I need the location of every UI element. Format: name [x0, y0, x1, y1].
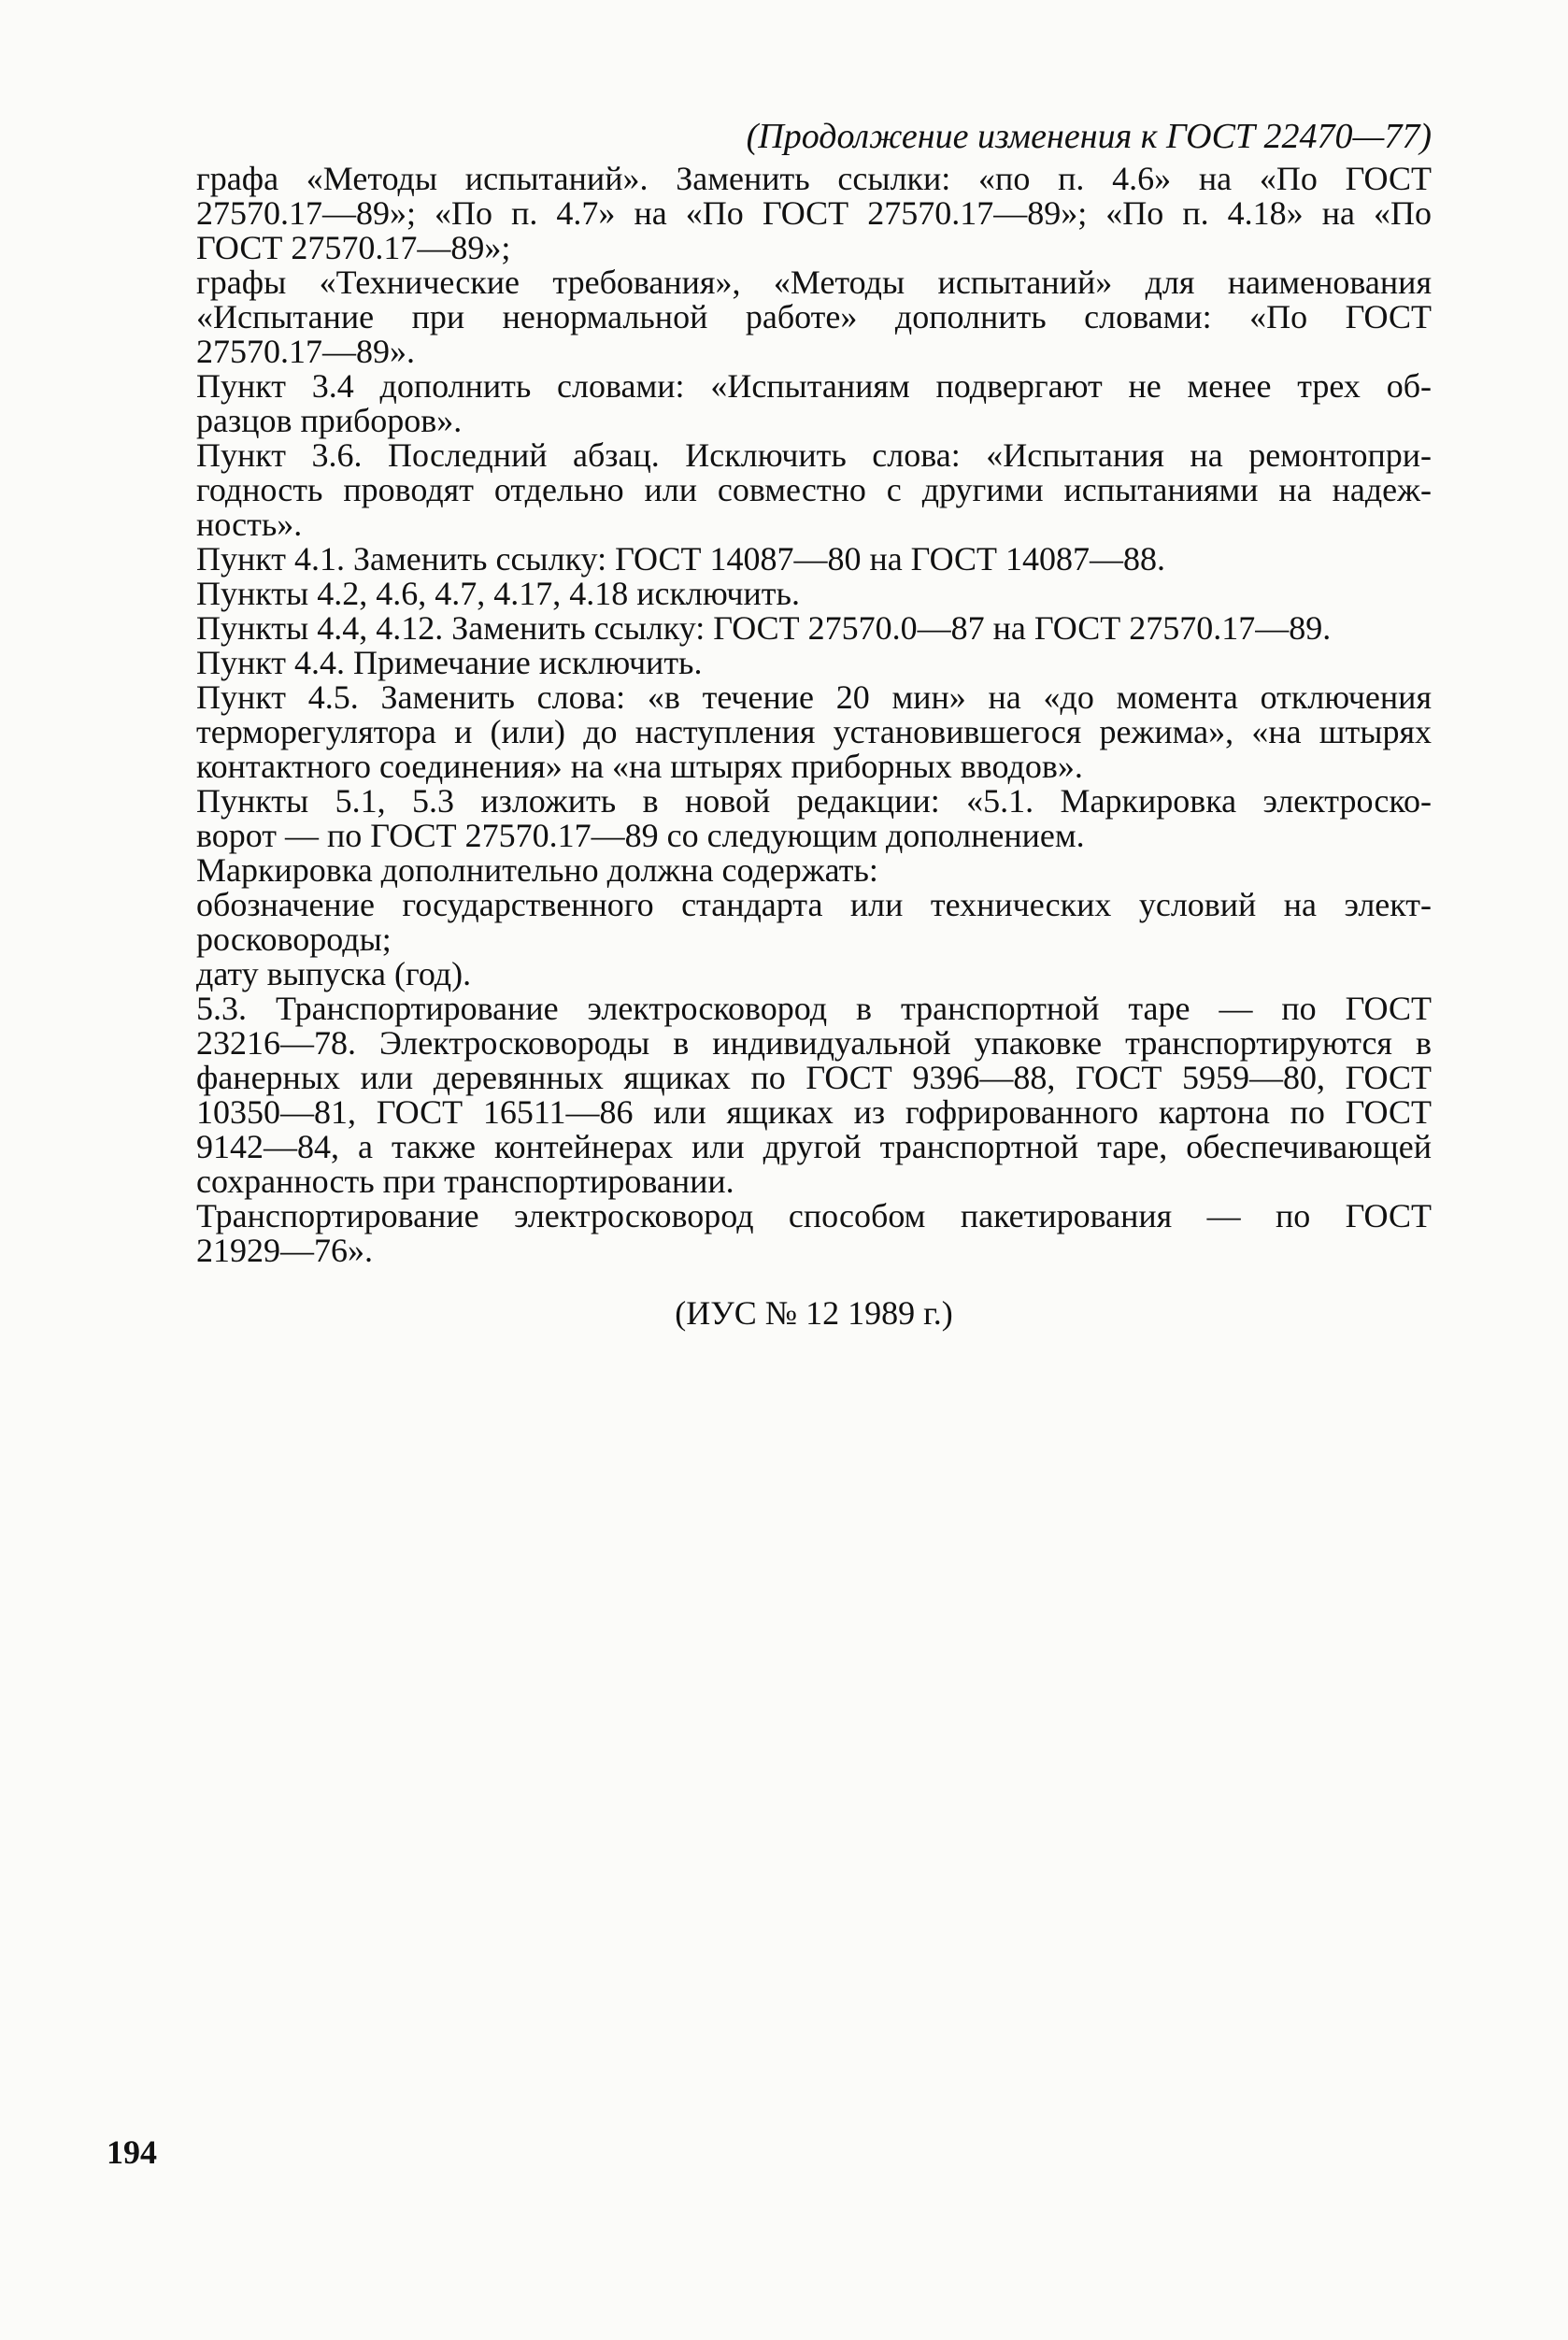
text-line: «Испытание при ненормальной работе» дополнить словами: «По ГОСТ: [196, 298, 1432, 335]
text-line: ность».: [196, 506, 303, 543]
text-line: терморегулятора и (или) до наступления установившегося режима», «на штырях: [196, 713, 1432, 750]
text-line: Пункты 5.1, 5.3 изложить в новой редакции: «5.1. Маркировка электроско-: [196, 782, 1432, 820]
text-line: фанерных или деревянных ящиках по ГОСТ 9396—88, ГОСТ 5959—80, ГОСТ: [196, 1059, 1432, 1096]
paragraph: [196, 542, 1432, 577]
text-line: Пункт 4.1. Заменить ссылку: ГОСТ 14087—80 на ГОСТ 14087—88.: [196, 540, 1166, 578]
text-line: 23216—78. Электросковороды в индивидуальной упаковке транспортируются в: [196, 1024, 1432, 1062]
paragraph: [196, 853, 1432, 888]
text-line: Пункт 4.5. Заменить слова: «в течение 20 мин» на «до момента отключения: [196, 678, 1432, 716]
text-line: росковороды;: [196, 920, 392, 958]
document-header: (Продолжение изменения к ГОСТ 22470—77): [746, 117, 1432, 156]
text-line: ворот — по ГОСТ 27570.17—89 со следующим дополнением.: [196, 817, 1085, 854]
paragraph: [196, 1199, 1432, 1268]
paragraph: [196, 784, 1432, 853]
document-body: [196, 117, 1432, 1332]
text-line: 9142—84, а также контейнерах или другой транспортной таре, обеспечивающей: [196, 1128, 1432, 1165]
text-line: обозначение государственного стандарта или технических условий на элект-: [196, 886, 1432, 923]
text-line: 21929—76».: [196, 1232, 373, 1269]
text-line: дату выпуска (год).: [196, 955, 472, 992]
text-line: графы «Технические требования», «Методы испытаний» для наименования: [196, 264, 1432, 301]
text-line: Пункт 3.4 дополнить словами: «Испытаниям подвергают не менее трех об-: [196, 367, 1432, 405]
source-reference: (ИУС № 12 1989 г.): [675, 1294, 953, 1332]
text-line: контактного соединения» на «на штырях приборных вводов».: [196, 748, 1083, 785]
text-line: годность проводят отдельно или совместно с другими испытаниями на надеж-: [196, 471, 1432, 508]
text-line: разцов приборов».: [196, 402, 463, 439]
paragraph: [196, 577, 1432, 611]
text-line: 5.3. Транспортирование электросковород в транспортной таре — по ГОСТ: [196, 990, 1432, 1027]
paragraph: [196, 992, 1432, 1199]
paragraph: [196, 680, 1432, 784]
text-line: 10350—81, ГОСТ 16511—86 или ящиках из гофрированного картона по ГОСТ: [196, 1093, 1432, 1131]
text-line: 27570.17—89».: [196, 333, 415, 370]
text-line: Пункт 3.6. Последний абзац. Исключить слова: «Испытания на ремонтопри-: [196, 436, 1432, 474]
paragraph: [196, 438, 1432, 542]
paragraph: [196, 957, 1432, 992]
text-line: ГОСТ 27570.17—89»;: [196, 229, 511, 266]
paragraph: [196, 369, 1432, 438]
paragraph: [196, 888, 1432, 957]
text-line: Пункты 4.4, 4.12. Заменить ссылку: ГОСТ 27570.0—87 на ГОСТ 27570.17—89.: [196, 609, 1332, 647]
text-line: Маркировка дополнительно должна содержать:: [196, 851, 878, 889]
text-line: Транспортирование электросковород способом пакетирования — по ГОСТ: [196, 1197, 1432, 1234]
text-line: Пункт 4.4. Примечание исключить.: [196, 644, 703, 681]
paragraph: [196, 611, 1432, 646]
text-line: графа «Методы испытаний». Заменить ссылки: «по п. 4.6» на «По ГОСТ: [196, 160, 1432, 197]
text-line: 27570.17—89»; «По п. 4.7» на «По ГОСТ 27570.17—89»; «По п. 4.18» на «По: [196, 194, 1432, 232]
paragraph-list: [196, 162, 1432, 1268]
text-line: Пункты 4.2, 4.6, 4.7, 4.17, 4.18 исключить.: [196, 575, 800, 612]
paragraph: [196, 162, 1432, 265]
page-number: 194: [107, 2133, 157, 2171]
paragraph: [196, 646, 1432, 680]
paragraph: [196, 265, 1432, 369]
text-line: сохранность при транспортировании.: [196, 1163, 734, 1200]
